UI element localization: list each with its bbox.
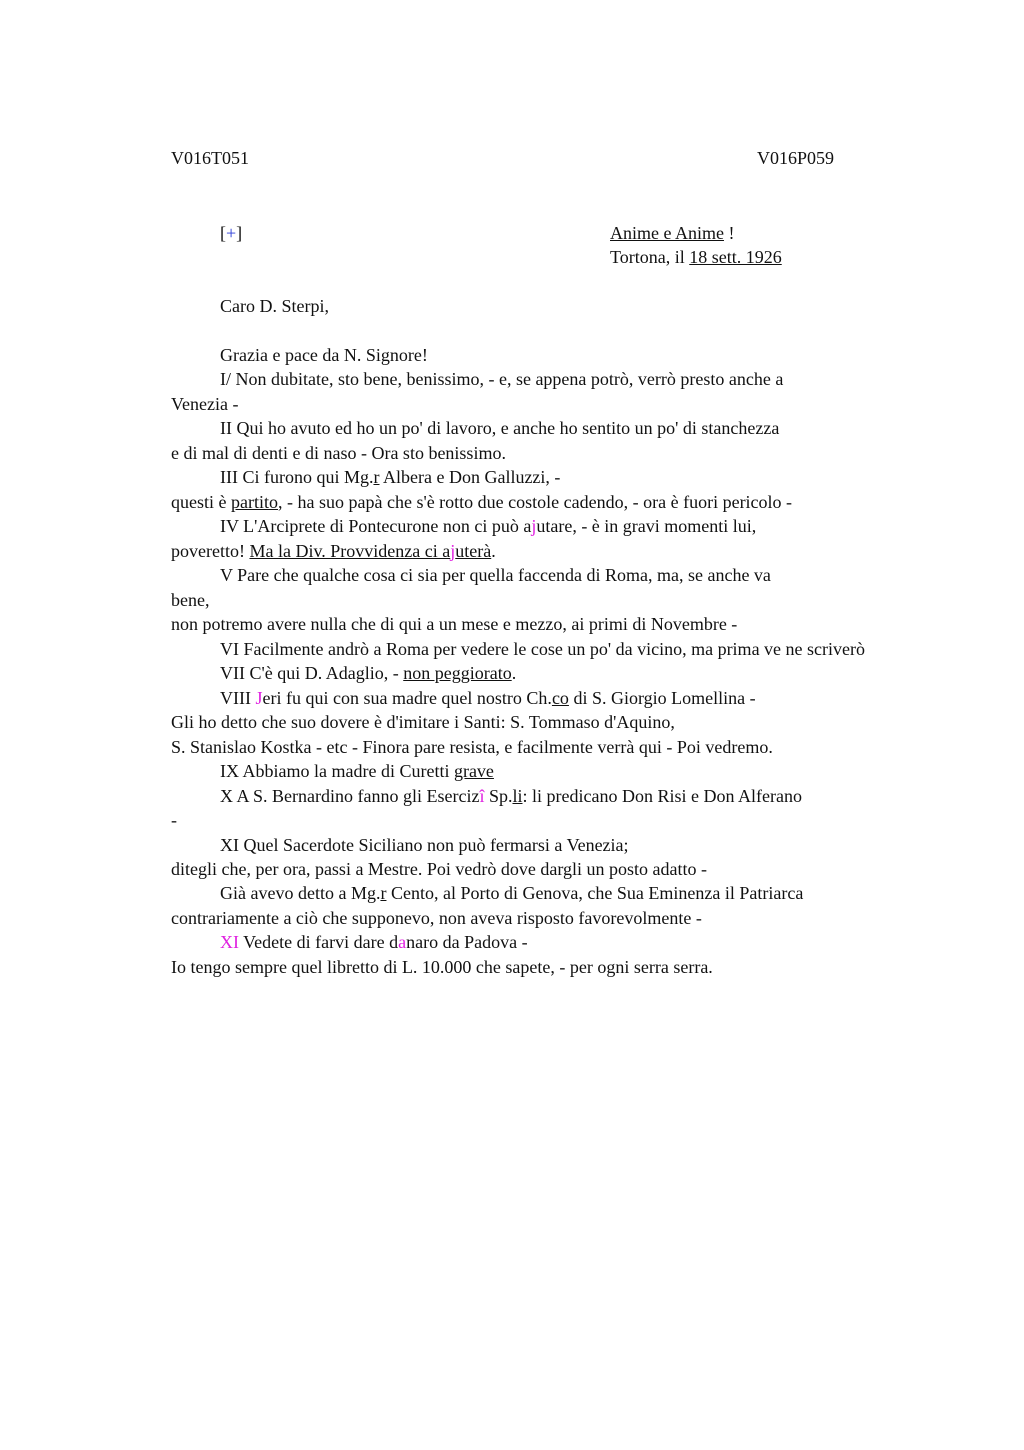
body-line: X A S. Bernardino fanno gli Esercizî Sp.li: li predicano Don Risi e Don Alferano [220,786,802,806]
motto: Anime e Anime ! [610,223,735,243]
body-line: Gli ho detto che suo dovere è d'imitare i Santi: S. Tommaso d'Aquino, [171,712,675,732]
document-code-left: V016T051 [171,148,249,168]
body-line: VI Facilmente andrò a Roma per vedere le cose un po' da vicino, ma prima ve ne scriverò [220,639,866,659]
body-line: Venezia - [171,394,239,414]
body-line: poveretto! Ma la Div. Provvidenza ci ajuterà. [171,541,496,561]
body-line: V Pare che qualche cosa ci sia per quella faccenda di Roma, ma, se anche va [220,565,771,585]
body-line: Già avevo detto a Mg.r Cento, al Porto di Genova, che Sua Eminenza il Patriarca [220,883,804,903]
cross-marker: [+] [220,223,243,243]
body-line: - [171,810,177,830]
body-line: questi è partito, - ha suo papà che s'è rotto due costole cadendo, - ora è fuori pericolo - [171,492,793,512]
body-line: S. Stanislao Kostka - etc - Finora pare resista, e facilmente verrà qui - Poi vedremo. [171,737,773,757]
body-line: contrariamente a ciò che supponevo, non aveva risposto favorevolmente - [171,908,702,928]
body-line: IV L'Arciprete di Pontecurone non ci può ajutare, - è in gravi momenti lui, [220,516,757,536]
body-line: VIII Jeri fu qui con sua madre quel nostro Ch.co di S. Giorgio Lomellina - [220,688,756,708]
body-line: XI Quel Sacerdote Siciliano non può fermarsi a Venezia; [220,835,629,855]
body-line: II Qui ho avuto ed ho un po' di lavoro, e anche ho sentito un po' di stanchezza [220,418,780,438]
body-line: bene, [171,590,210,610]
body-line: non potremo avere nulla che di qui a un mese e mezzo, ai primi di Novembre - [171,614,738,634]
letter-date: 18 sett. 1926 [689,247,782,267]
body-line: III Ci furono qui Mg.r Albera e Don Galluzzi, - [220,467,561,487]
cross-icon: + [226,223,237,243]
body-line: IX Abbiamo la madre di Curetti grave [220,761,494,781]
body-line: XI Vedete di farvi dare danaro da Padova - [220,932,528,952]
document-code-right: V016P059 [757,148,835,168]
body-line: I/ Non dubitate, sto bene, benissimo, - e, se appena potrò, verrò presto anche a [220,369,784,389]
place-date: Tortona, il 18 sett. 1926 [610,247,782,267]
salutation: Caro D. Sterpi, [220,296,329,316]
body-line: VII C'è qui D. Adaglio, - non peggiorato. [220,663,517,683]
body-line: e di mal di denti e di naso - Ora sto benissimo. [171,443,506,463]
body-line: ditegli che, per ora, passi a Mestre. Poi vedrò dove dargli un posto adatto - [171,859,708,879]
greeting: Grazia e pace da N. Signore! [220,345,428,365]
body-line: Io tengo sempre quel libretto di L. 10.000 che sapete, - per ogni serra serra. [171,957,713,977]
